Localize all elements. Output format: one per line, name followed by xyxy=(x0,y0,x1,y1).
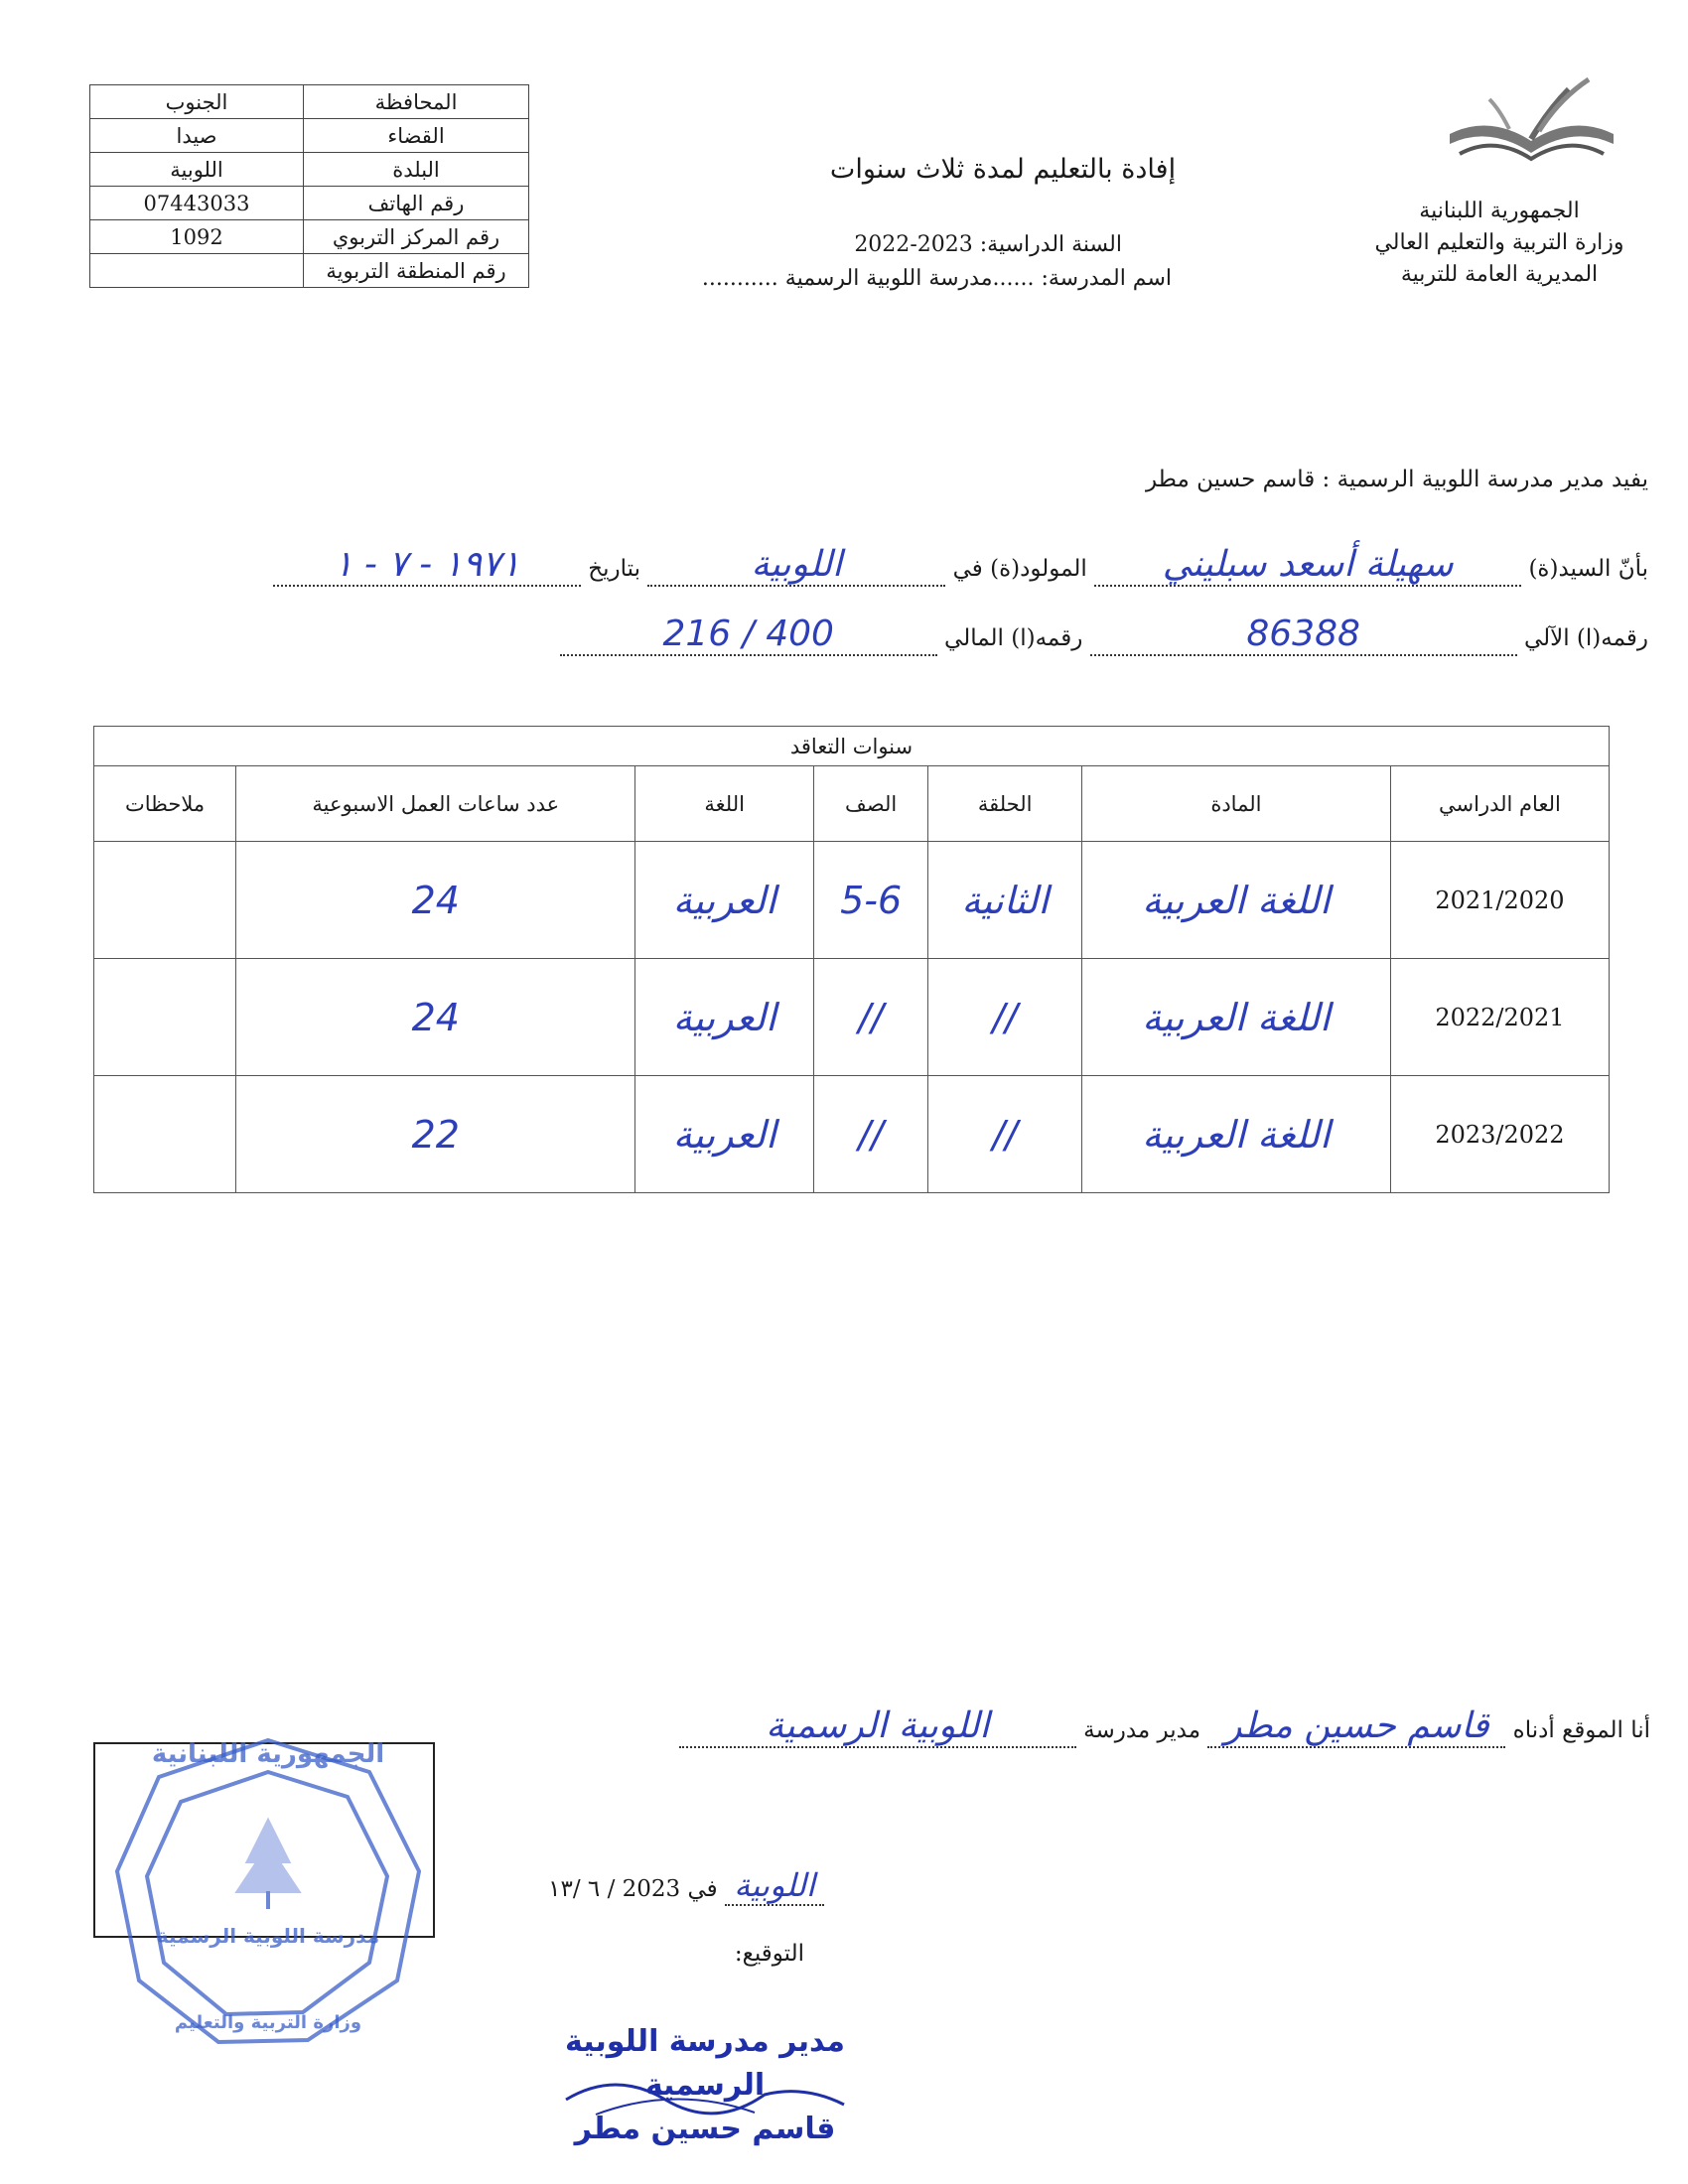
school-name-line xyxy=(702,266,1172,291)
info-label: البلدة xyxy=(304,153,529,187)
info-row xyxy=(90,187,529,220)
table-cell: 22 xyxy=(236,1076,635,1193)
table-cell: 5-6 xyxy=(813,842,927,959)
signature-scribble-icon xyxy=(556,2065,854,2124)
date-value: 2023 / ٦ /١٣ xyxy=(548,1876,681,1902)
document-title: إفادة بالتعليم لمدة ثلاث سنوات xyxy=(829,154,1177,185)
info-value: الجنوب xyxy=(90,85,304,119)
auto-number-value: 86388 xyxy=(1090,614,1517,656)
column-header: اللغة xyxy=(635,766,814,842)
ministry-line-3: المديرية العامة للتربية xyxy=(1400,262,1599,287)
info-row xyxy=(90,153,529,187)
seal-top-text: الجمهورية اللبنانية xyxy=(151,1739,385,1769)
info-label: رقم المنطقة التربوية xyxy=(304,254,529,288)
info-value: صيدا xyxy=(90,119,304,153)
column-header: الصف xyxy=(813,766,927,842)
info-value: 07443033 xyxy=(90,187,304,220)
info-value xyxy=(90,254,304,288)
financial-number-label: رقمه(ا) المالي xyxy=(944,625,1083,651)
seal-bottom-text: وزارة التربية والتعليم xyxy=(174,2012,362,2033)
table-cell: 24 xyxy=(236,842,635,959)
info-value: 1092 xyxy=(90,220,304,254)
school-name-value: ......مدرسة اللوبية الرسمية ........... xyxy=(701,266,1035,291)
school-name-label: اسم المدرسة: xyxy=(1041,266,1172,291)
table-row xyxy=(94,842,1610,959)
column-header: المادة xyxy=(1081,766,1390,842)
name-value: سهيلة أسعد سبليني xyxy=(1094,544,1521,587)
table-cell: 2022/2021 xyxy=(1390,959,1609,1076)
table-cell: اللغة العربية xyxy=(1081,842,1390,959)
undersigned-label: أنا الموقع أدناه xyxy=(1512,1717,1650,1743)
place-date-line xyxy=(548,1866,824,1906)
info-row xyxy=(90,254,529,288)
table-cell: 2021/2020 xyxy=(1390,842,1609,959)
table-cell: // xyxy=(928,959,1082,1076)
table-cell: // xyxy=(813,959,927,1076)
intro-sentence: يفيد مدير مدرسة اللوبية الرسمية : قاسم حسين مطر xyxy=(1145,467,1648,492)
born-label: المولود(ة) في xyxy=(952,556,1087,582)
table-row xyxy=(94,959,1610,1076)
name-label: بأنّ السيد(ة) xyxy=(1528,556,1648,582)
birthdate-value: ١٩٧١ - ٧ - ١ xyxy=(273,544,581,587)
table-cell: // xyxy=(928,1076,1082,1193)
ministry-header xyxy=(1350,196,1648,291)
person-line-2 xyxy=(560,614,1648,656)
signature-label: التوقيع: xyxy=(734,1941,804,1967)
info-label: القضاء xyxy=(304,119,529,153)
table-cell: اللغة العربية xyxy=(1081,959,1390,1076)
column-header: ملاحظات xyxy=(94,766,236,842)
table-row xyxy=(94,1076,1610,1193)
table-caption: سنوات التعاقد xyxy=(94,727,1610,766)
table-cell: 24 xyxy=(236,959,635,1076)
ministry-line-1: الجمهورية اللبنانية xyxy=(1419,199,1580,223)
table-cell: العربية xyxy=(635,959,814,1076)
auto-number-label: رقمه(ا) الآلي xyxy=(1523,625,1648,651)
academic-year-value: 2023-2022 xyxy=(854,232,973,257)
table-cell xyxy=(94,959,236,1076)
info-row xyxy=(90,119,529,153)
info-row xyxy=(90,85,529,119)
place-value: اللوبية xyxy=(725,1866,824,1906)
date-label: بتاريخ xyxy=(588,556,641,582)
table-cell: العربية xyxy=(635,1076,814,1193)
undersigned-name: قاسم حسين مطر xyxy=(1207,1706,1505,1748)
financial-number-value: 400 / 216 xyxy=(560,614,937,656)
signature-stamp-line-2: قاسم حسين مطر xyxy=(574,2112,836,2146)
seal-center-text: مدرسة اللوبية الرسمية xyxy=(156,1924,380,1948)
column-header: عدد ساعات العمل الاسبوعية xyxy=(236,766,635,842)
ministry-line-2: وزارة التربية والتعليم العالي xyxy=(1374,230,1624,255)
official-seal-icon xyxy=(109,1732,427,2050)
table-cell xyxy=(94,842,236,959)
undersigned-role: مدير مدرسة xyxy=(1083,1717,1201,1743)
undersigned-line xyxy=(679,1706,1650,1748)
info-row xyxy=(90,220,529,254)
table-cell: اللغة العربية xyxy=(1081,1076,1390,1193)
info-label: المحافظة xyxy=(304,85,529,119)
column-header: الحلقة xyxy=(928,766,1082,842)
academic-year-label: السنة الدراسية: xyxy=(979,232,1122,257)
column-header: العام الدراسي xyxy=(1390,766,1609,842)
table-cell: // xyxy=(813,1076,927,1193)
in-label: في xyxy=(687,1876,718,1902)
contract-years-table xyxy=(93,726,1610,1193)
table-cell: 2023/2022 xyxy=(1390,1076,1609,1193)
table-cell: العربية xyxy=(635,842,814,959)
academic-year-line xyxy=(854,232,1122,257)
book-logo-icon xyxy=(1440,69,1623,179)
info-value: اللوبية xyxy=(90,153,304,187)
info-label: رقم المركز التربوي xyxy=(304,220,529,254)
person-line-1 xyxy=(273,544,1648,587)
school-info-table xyxy=(89,84,529,288)
info-label: رقم الهاتف xyxy=(304,187,529,220)
birthplace-value: اللوبية xyxy=(647,544,945,587)
table-cell xyxy=(94,1076,236,1193)
signature-stamp-line-1: مدير مدرسة اللوبية الرسمية xyxy=(565,2024,845,2103)
undersigned-school: اللوبية الرسمية xyxy=(679,1706,1076,1748)
table-cell: الثانية xyxy=(928,842,1082,959)
